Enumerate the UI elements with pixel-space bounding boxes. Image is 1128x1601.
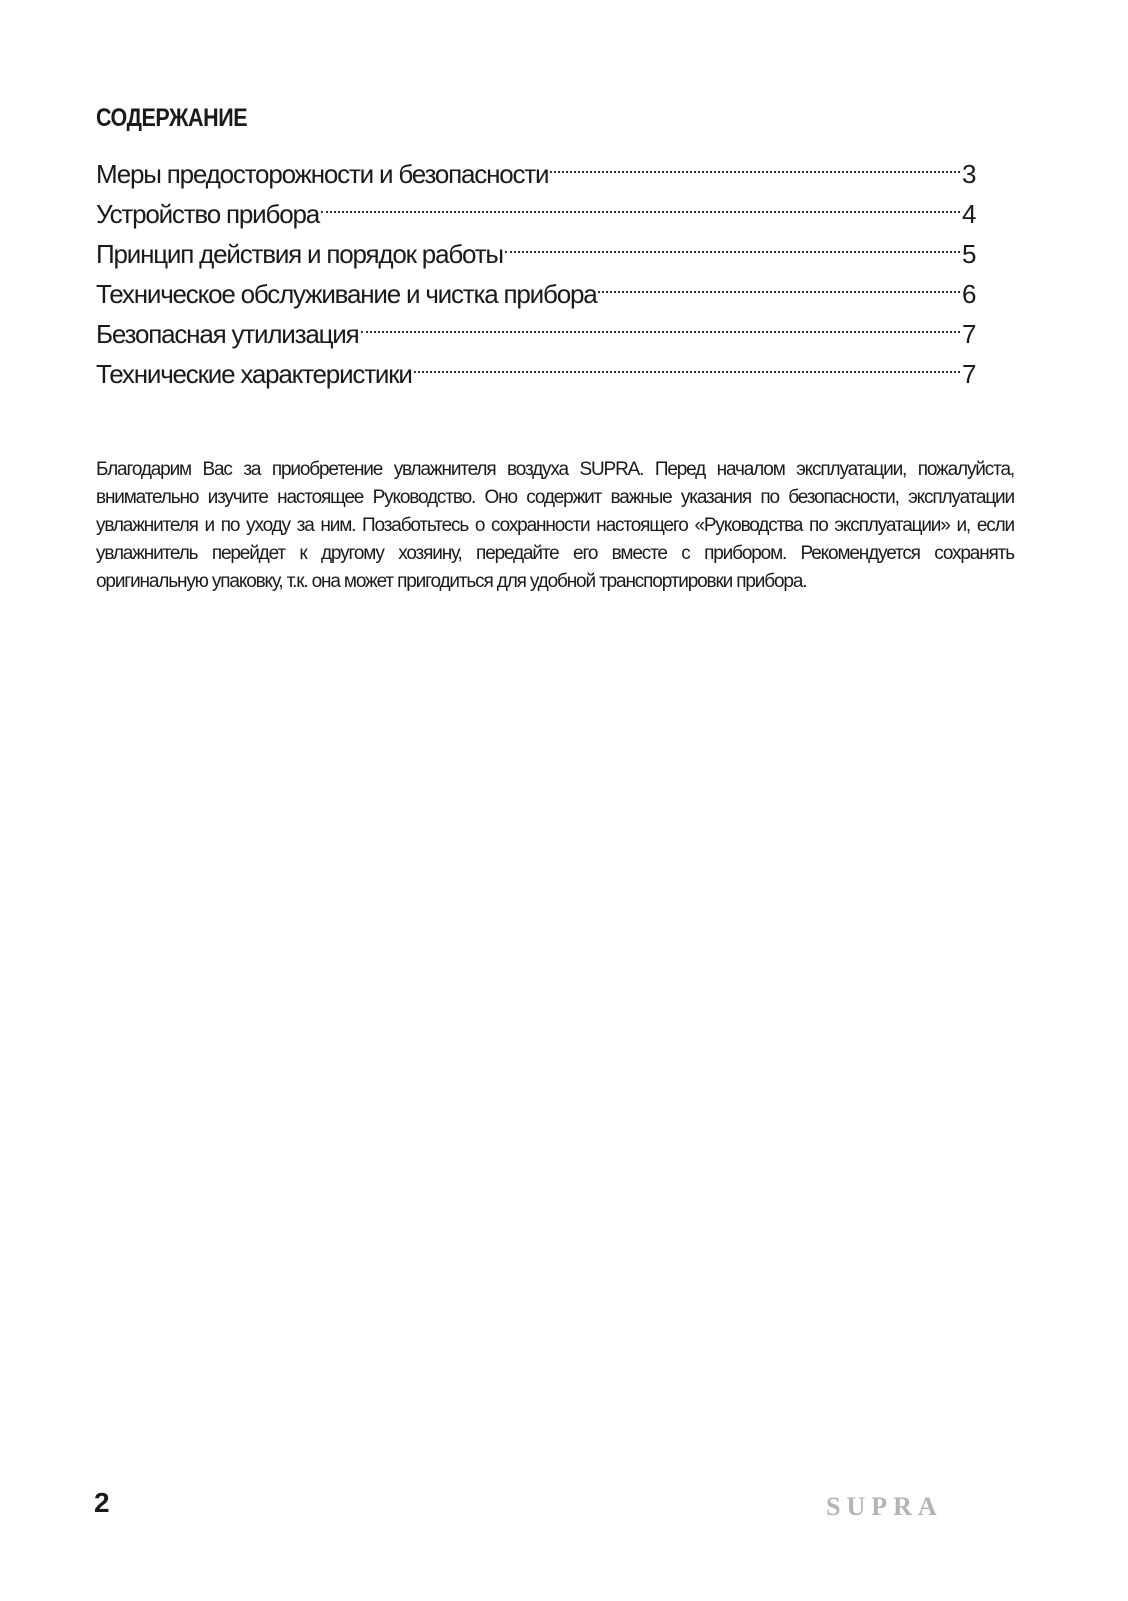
toc-item-label: Принцип действия и порядок работы <box>96 239 503 269</box>
toc-item-page: 5 <box>962 239 976 269</box>
toc-title: СОДЕРЖАНИЕ <box>96 104 248 132</box>
toc-item-label: Безопасная утилизация <box>96 319 359 349</box>
intro-paragraph: Благодарим Вас за приобретение увлажнителя воздуха SUPRA. Перед началом эксплуатации, пожалуйста, внимательно изучите настоящее Руководство. Оно содержит важные указания по безопасности, эксплуатации увлажнителя и по уходу за ним. Позаботьтесь о сохранности настоящего «Руководства по эксплуатации» и, если увлажнитель перейдет к другому хозяину, передайте его вместе с прибором. Рекомендуется сохранять оригинальную упаковку, т.к. она может пригодиться для удобной транспортировки прибора. <box>96 459 1014 592</box>
toc-item-label: Технические характеристики <box>96 359 412 389</box>
page-number: 2 <box>94 1487 110 1518</box>
toc-item-page: 7 <box>962 319 976 349</box>
toc-item-page: 3 <box>962 159 976 189</box>
toc-leader-dots <box>321 183 960 223</box>
toc-leader-dots <box>505 223 960 263</box>
toc-leader-dots <box>598 263 960 303</box>
toc-item-page: 4 <box>962 199 976 229</box>
table-of-contents <box>96 143 976 389</box>
toc-item-page: 6 <box>962 279 976 309</box>
toc-leader-dots <box>550 143 960 183</box>
toc-item-label: Техническое обслуживание и чистка прибора <box>96 279 597 309</box>
toc-leader-dots <box>414 343 960 383</box>
toc-item-label: Меры предосторожности и безопасности <box>96 159 549 189</box>
toc-item-label: Устройство прибора <box>96 199 319 229</box>
toc-item-page: 7 <box>962 359 976 389</box>
toc-item[interactable] <box>96 143 976 189</box>
supra-logo: SUPRA <box>826 1492 943 1521</box>
toc-leader-dots <box>361 303 961 343</box>
